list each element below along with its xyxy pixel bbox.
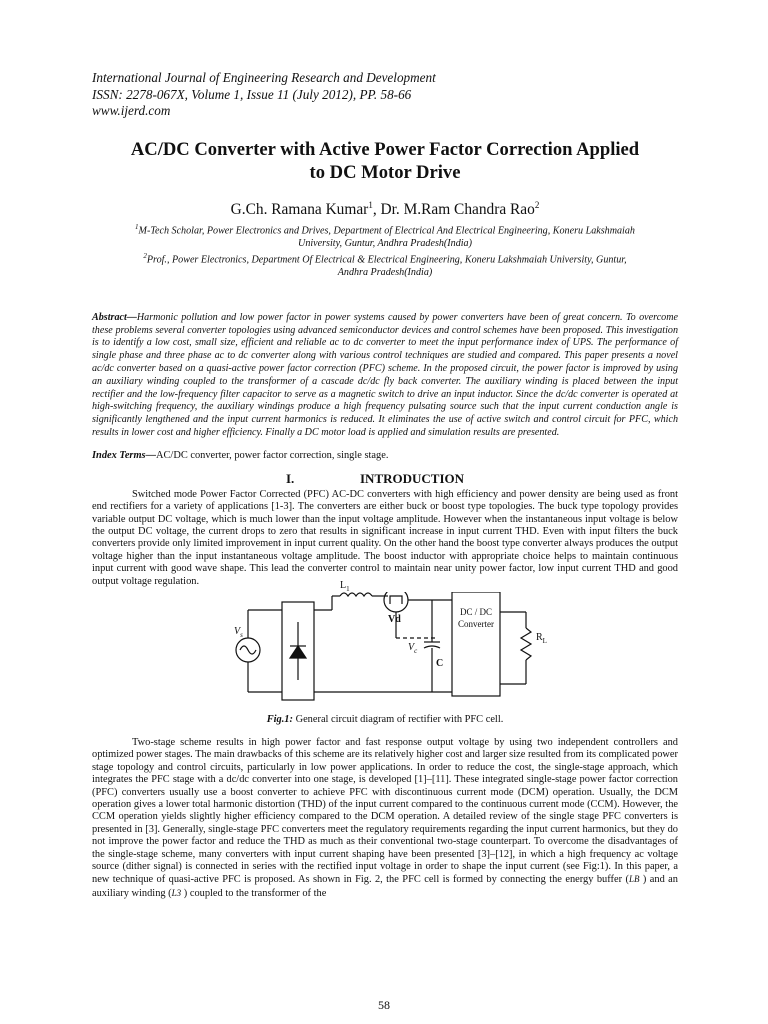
journal-website[interactable]: www.ijerd.com (92, 103, 171, 118)
figure-1-caption-text: General circuit diagram of rectifier with PFC cell. (292, 713, 504, 725)
circuit-diagram (92, 592, 678, 712)
abstract-text: Harmonic pollution and low power factor in power systems caused by power converters have been of great concern. To overcome these problems several converter topologies using advanced semiconductor devices and control schemes have been proposed. This investigation is to identify a low cost, small size, efficient and reliable ac to dc converter to meet the input performance index of UPS. The performance of single phase and three phase ac to dc converter along with various control techniques are studied and compared. This paper presents a novel ac/dc converter based on a quasi-active power factor correction (PFC) scheme. In the proposed circuit, the power factor is improved by using an auxiliary winding coupled to the transformer of a cascade dc/dc fly back converter. The auxiliary winding is placed between the input rectifier and the low-frequency filter capacitor to serve as a magnetic switch to drive an input inductor. Since the dc/dc converter is operated at high-switching frequency, the auxiliary windings produce a high frequency pulsating source such that the input current conduction angle is significantly lengthened and the input current harmonics is reduced. It eliminates the use of active switch and control circuit for PFC, which results in lower cost and higher efficiency. Finally a DC motor load is applied and simulation results are presented. (92, 311, 678, 438)
author-2-sup: 2 (534, 199, 540, 210)
figure-1-caption (92, 714, 678, 725)
section-title: INTRODUCTION (360, 470, 465, 486)
paper-title (92, 138, 678, 184)
label-vc: $V_c$ (408, 641, 418, 655)
paper-title-line2: to DC Motor Drive (309, 161, 461, 183)
affiliation-2-line1: Prof., Power Electronics, Department Of Electrical & Electrical Engineering, Koneru Lakshmaiah University, Guntur, (146, 254, 627, 266)
abstract-label: Abstract— (92, 311, 137, 323)
author-separator: , (372, 200, 381, 218)
pulse-symbol (390, 596, 402, 604)
label-converter: DC / DC Converter (458, 606, 494, 629)
author-1: G.Ch. Ramana Kumar (230, 200, 369, 218)
author-2: Dr. M.Ram Chandra Rao (380, 200, 535, 218)
affiliation-2-line2: Andhra Pradesh(India) (337, 267, 433, 279)
affiliation-1-line1: M-Tech Scholar, Power Electronics and Drives, Department of Electrical And Electrical Engineering, Koneru Lakshmaiah (138, 224, 635, 236)
author-1-sup: 1 (368, 199, 373, 210)
section-heading (92, 471, 678, 487)
journal-issn: ISSN: 2278-067X, Volume 1, Issue 11 (July 2012), PP. 58-66 (92, 86, 412, 102)
dither-source-symbol (384, 592, 408, 612)
inductor-symbol (340, 593, 372, 596)
paper-page (92, 70, 678, 900)
intro-paragraph-2: Two-stage scheme results in high power factor and fast response output voltage by using two independent controllers and optimized power stages. The main drawbacks of this scheme are its relatively higher cost and larger size resulted from its complicated power stage topology and control circuits, particularly in low power applications. In order to reduce the cost, the single-stage approach, which integrates the PFC stage with a dc/dc converter into one stage, is developed [1]–[11]. These integrated single-stage power factor correction (PFC) converters usually use a boost converter to achieve PFC with discontinuous current mode (DCM) operation. Usually, the DCM operation gives a lower total harmonic distortion (THD) of the input current compared to the continuous current mode (CCM). However, the CCM operation yields slightly higher efficiency compared to the DCM operation. A detailed review of the single stage PFC converters is presented in [3]. Generally, single-stage PFC converters meet the regulatory requirements regarding the input current harmonics, but they do not improve the power factor and reduce the THD as much as their conventional two-stage counterpart. To overcome the disadvantages of the single-stage scheme, many converters with input current shaping have been presented [3]–[12], in which a high frequency ac voltage source (dither signal) is connected in series with the rectified input voltage in order to shape the input current (see Fig:1). In this paper, a new technique of quasi-active PFC is proposed. As shown in Fig. 2, the PFC cell is formed by connecting the energy buffer (LB ) and an auxiliary winding (L3 ) coupled to the transformer of the (92, 736, 678, 899)
journal-name: International Journal of Engineering Research and Development (92, 70, 436, 85)
capacitor-plate-curved (424, 646, 440, 648)
authors (92, 196, 678, 219)
label-vs: $V_s$ (234, 625, 243, 639)
diode-symbol (290, 646, 306, 658)
section-number: I. (286, 470, 295, 486)
paper-title-line1: AC/DC Converter with Active Power Factor Correction Applied (130, 138, 640, 160)
intro-paragraph-1: Switched mode Power Factor Corrected (PFC) AC-DC converters with high efficiency and power density are being used as front end rectifiers for a variety of applications [1-3]. The converters are either buck or boost type topologies. The buck type topology provides variable output DC voltage, which is much lower than the input voltage amplitude. However when the instantaneous input voltage is below the output DC voltage, the current drops to zero that results in significant increase in input current THD. Even with input filters the buck converters provide only limited improvement in input current quality. On the other hand the boost type converter always produces the output voltage higher than the input instantaneous voltage amplitude. The boost inductor with appropriate choice helps to maintain continuous input current with good wave shape. This lead the converter control to maintain near unity power factor, low input current THD and good output voltage regulation. (92, 488, 678, 587)
abstract (92, 312, 678, 440)
page-number: 58 (378, 998, 390, 1012)
affiliation-2 (92, 250, 678, 280)
figure-1-caption-label: Fig.1: (266, 713, 293, 725)
label-l1: $L_1$ (340, 579, 350, 593)
resistor-symbol (521, 628, 531, 660)
figure-1-circuit (92, 579, 678, 712)
index-terms-text: AC/DC converter, power factor correction, single stage. (156, 449, 389, 461)
affiliation-2-sup: 2 (143, 252, 147, 261)
label-vd: Vd (388, 613, 401, 625)
affiliation-1-sup: 1 (135, 222, 139, 231)
ac-wave-symbol (240, 646, 256, 654)
index-terms (92, 450, 678, 461)
label-rl: $R_L$ (536, 631, 547, 645)
index-terms-label: Index Terms— (92, 449, 156, 461)
affiliation-1-line2: University, Guntur, Andhra Pradesh(India) (298, 237, 472, 249)
var-lb: LB (628, 874, 640, 885)
var-l3: L3 (171, 887, 182, 898)
affiliation-1 (92, 221, 678, 251)
label-c: C (436, 657, 444, 669)
